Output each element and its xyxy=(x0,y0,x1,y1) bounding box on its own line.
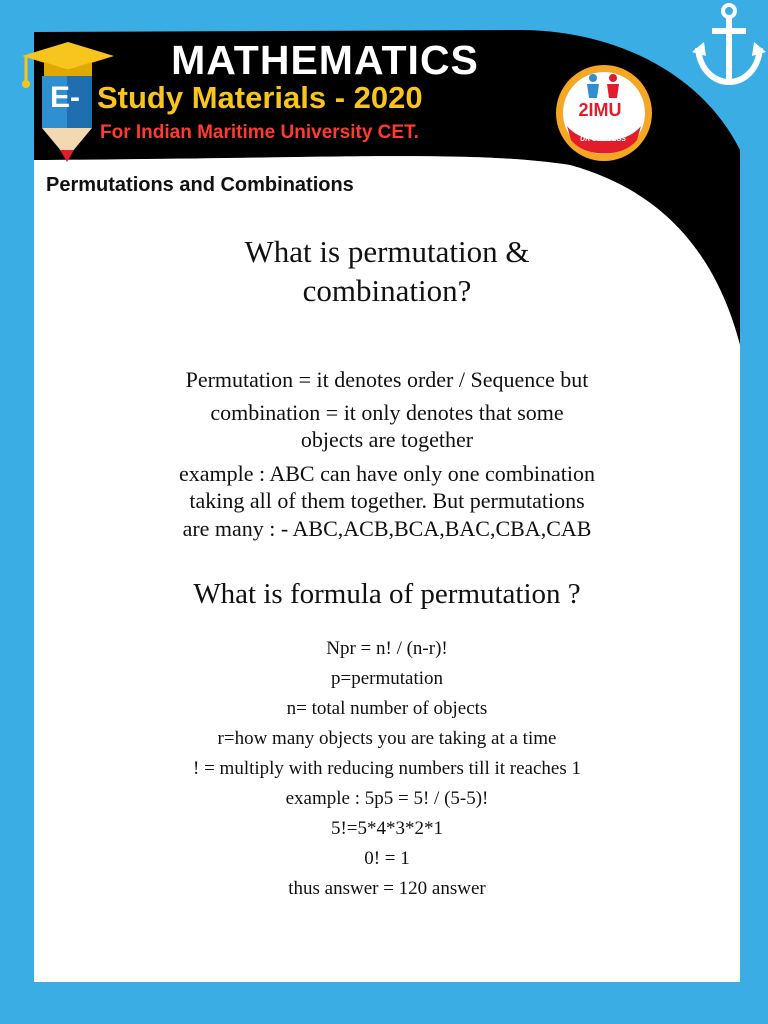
formula-line: 5!=5*4*3*2*1 xyxy=(330,818,444,839)
definition-line: objects are together xyxy=(300,427,474,452)
definition-line: Permutation = it denotes order / Sequence but xyxy=(185,367,589,392)
formula-line: r=how many objects you are taking at a time xyxy=(217,728,557,749)
anchor-icon xyxy=(692,2,766,88)
question-heading-2: What is formula of permutation ? xyxy=(193,578,581,610)
header-tagline: For Indian Maritime University CET. xyxy=(100,122,419,143)
badge-tagline: COMMITTED TO UR SUCCESS xyxy=(576,128,630,143)
definition-line: are many : - ABC,ACB,BCA,BAC,CBA,CAB xyxy=(182,515,592,541)
definitions-block xyxy=(34,366,740,542)
formula-line: Npr = n! / (n-r)! xyxy=(326,638,448,659)
badge-name: 2IMU xyxy=(578,100,622,120)
formula-line: ! = multiply with reducing numbers till it reaches 1 xyxy=(193,758,581,779)
header-subtitle: Study Materials - 2020 xyxy=(97,80,423,115)
formula-line: n= total number of objects xyxy=(286,698,488,719)
definition-line: taking all of them together. But permutations xyxy=(189,488,585,513)
e-prefix: E- xyxy=(50,81,80,114)
definition-line: example : ABC can have only one combination xyxy=(178,460,596,486)
formula-line: thus answer = 120 answer xyxy=(288,878,486,899)
topic-heading: Permutations and Combinations xyxy=(46,174,354,196)
question-heading-1: What is permutation & combination? xyxy=(244,234,530,308)
header-title: MATHEMATICS xyxy=(171,37,479,83)
formula-line: example : 5p5 = 5! / (5-5)! xyxy=(285,788,489,809)
formula-line: 0! = 1 xyxy=(364,848,410,869)
formula-line: p=permutation xyxy=(330,668,444,689)
formula-block xyxy=(34,634,740,904)
definition-line: combination = it only denotes that some xyxy=(210,399,564,425)
